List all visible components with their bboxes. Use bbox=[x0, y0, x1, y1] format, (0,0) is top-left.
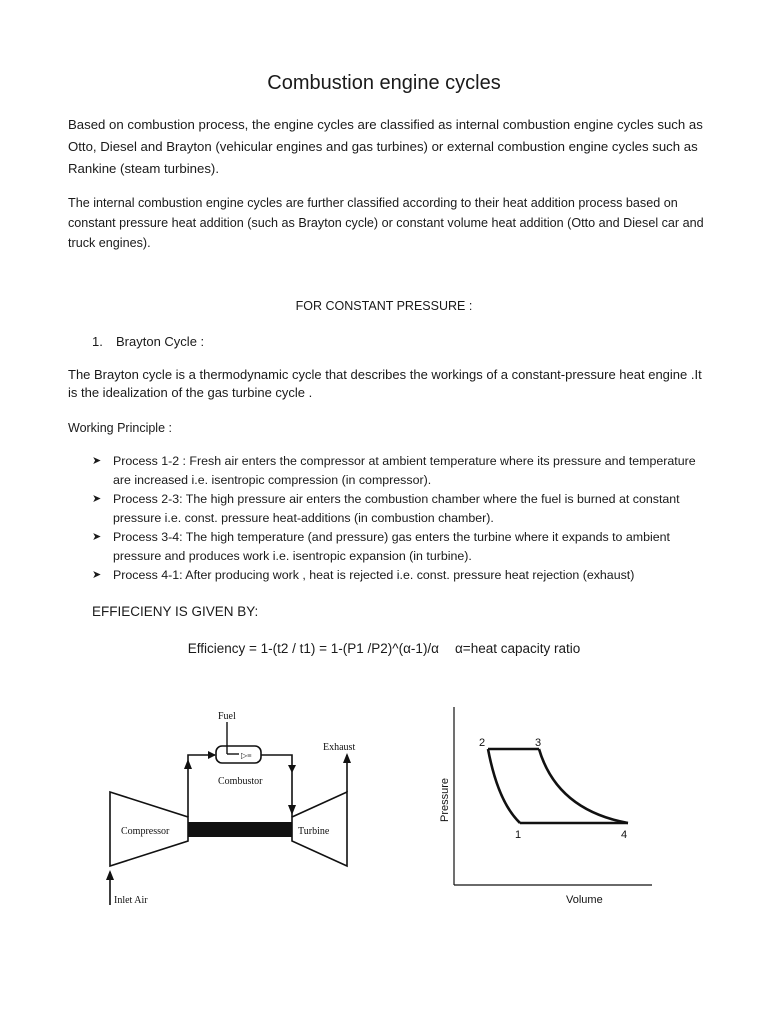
arrow-bullet-icon: ➤ bbox=[92, 569, 102, 581]
x-axis-label: Volume bbox=[566, 894, 603, 906]
arrow-down-icon bbox=[288, 765, 296, 773]
process-text: Process 4-1: After producing work , heat is rejected i.e. const. pressure heat rejection (exhaust) bbox=[113, 568, 635, 582]
pv-diagram bbox=[432, 702, 662, 912]
process-3-4-curve bbox=[539, 749, 628, 823]
gas-turbine-diagram bbox=[100, 705, 370, 915]
process-text: Process 2-3: The high pressure air enters the combustion chamber where the fuel is burned at constant pressure i.e. const. pressure heat-additions (in combustion chamber). bbox=[113, 492, 680, 525]
list-number: 1. bbox=[92, 334, 103, 349]
arrow-bullet-icon: ➤ bbox=[92, 455, 102, 467]
working-principle-heading: Working Principle : bbox=[68, 421, 172, 435]
classification-paragraph: The internal combustion engine cycles are further classified according to their heat addition process based on constant pressure heat addition (such as Brayton cycle) or constant volume heat addition (Otto and Diesel car and truck engines). bbox=[68, 196, 704, 250]
list-item bbox=[92, 452, 712, 490]
compressor-label: Compressor bbox=[121, 826, 170, 837]
intro-paragraph: Based on combustion process, the engine cycles are classified as internal combustion engine cycles such as Otto, Diesel and Brayton (vehicular engines and gas turbines) or external combustion engine cycles such as Rankine (steam turbines). bbox=[68, 117, 703, 176]
fuel-label: Fuel bbox=[218, 711, 236, 722]
process-list bbox=[92, 452, 712, 585]
arrow-up-icon bbox=[343, 753, 351, 763]
efficiency-heading: EFFIECIENY IS GIVEN BY: bbox=[92, 604, 259, 619]
exhaust-label: Exhaust bbox=[323, 742, 356, 753]
process-text: Process 3-4: The high temperature (and pressure) gas enters the turbine where it expands to ambient pressure and produces work i.e. isentropic expansion (in turbine). bbox=[113, 530, 670, 563]
shaft-bar bbox=[188, 822, 292, 837]
point-label-4: 4 bbox=[621, 829, 628, 841]
formula-text: Efficiency = 1-(t2 / t1) = 1-(P1 /P2)^(α-1)/α bbox=[187, 641, 439, 656]
compressed-air-line bbox=[188, 755, 215, 817]
brayton-description: The Brayton cycle is a thermodynamic cycle that describes the workings of a constant-pressure heat engine .It is the idealization of the gas turbine cycle . bbox=[68, 367, 702, 400]
point-label-2: 2 bbox=[479, 737, 486, 749]
list-item bbox=[92, 566, 712, 585]
inlet-air-label: Inlet Air bbox=[114, 895, 148, 906]
process-1-2-curve bbox=[488, 749, 520, 823]
formula-note: α=heat capacity ratio bbox=[455, 641, 581, 656]
flame-icon: ▷≡ bbox=[241, 751, 252, 760]
y-axis-label: Pressure bbox=[439, 777, 451, 822]
hot-gas-line bbox=[261, 755, 292, 817]
process-text: Process 1-2 : Fresh air enters the compressor at ambient temperature where its pressure and temperature are increased i.e. isentropic compression (in compressor). bbox=[113, 454, 696, 487]
arrow-up-icon bbox=[184, 759, 192, 769]
point-label-1: 1 bbox=[515, 829, 522, 841]
list-item bbox=[92, 528, 712, 566]
turbine-label: Turbine bbox=[298, 826, 330, 837]
brayton-heading bbox=[92, 334, 204, 349]
page-title: Combustion engine cycles bbox=[267, 72, 501, 94]
section-heading: FOR CONSTANT PRESSURE : bbox=[295, 299, 473, 313]
point-label-3: 3 bbox=[535, 737, 542, 749]
arrow-right-icon bbox=[208, 751, 216, 759]
arrow-bullet-icon: ➤ bbox=[92, 531, 102, 543]
combustor-label: Combustor bbox=[218, 776, 263, 787]
list-item bbox=[92, 490, 712, 528]
brayton-heading-text: Brayton Cycle : bbox=[116, 334, 205, 349]
arrow-bullet-icon: ➤ bbox=[92, 493, 102, 505]
efficiency-formula bbox=[0, 641, 768, 656]
arrow-up-icon bbox=[106, 870, 114, 880]
arrow-down-icon bbox=[288, 805, 296, 815]
